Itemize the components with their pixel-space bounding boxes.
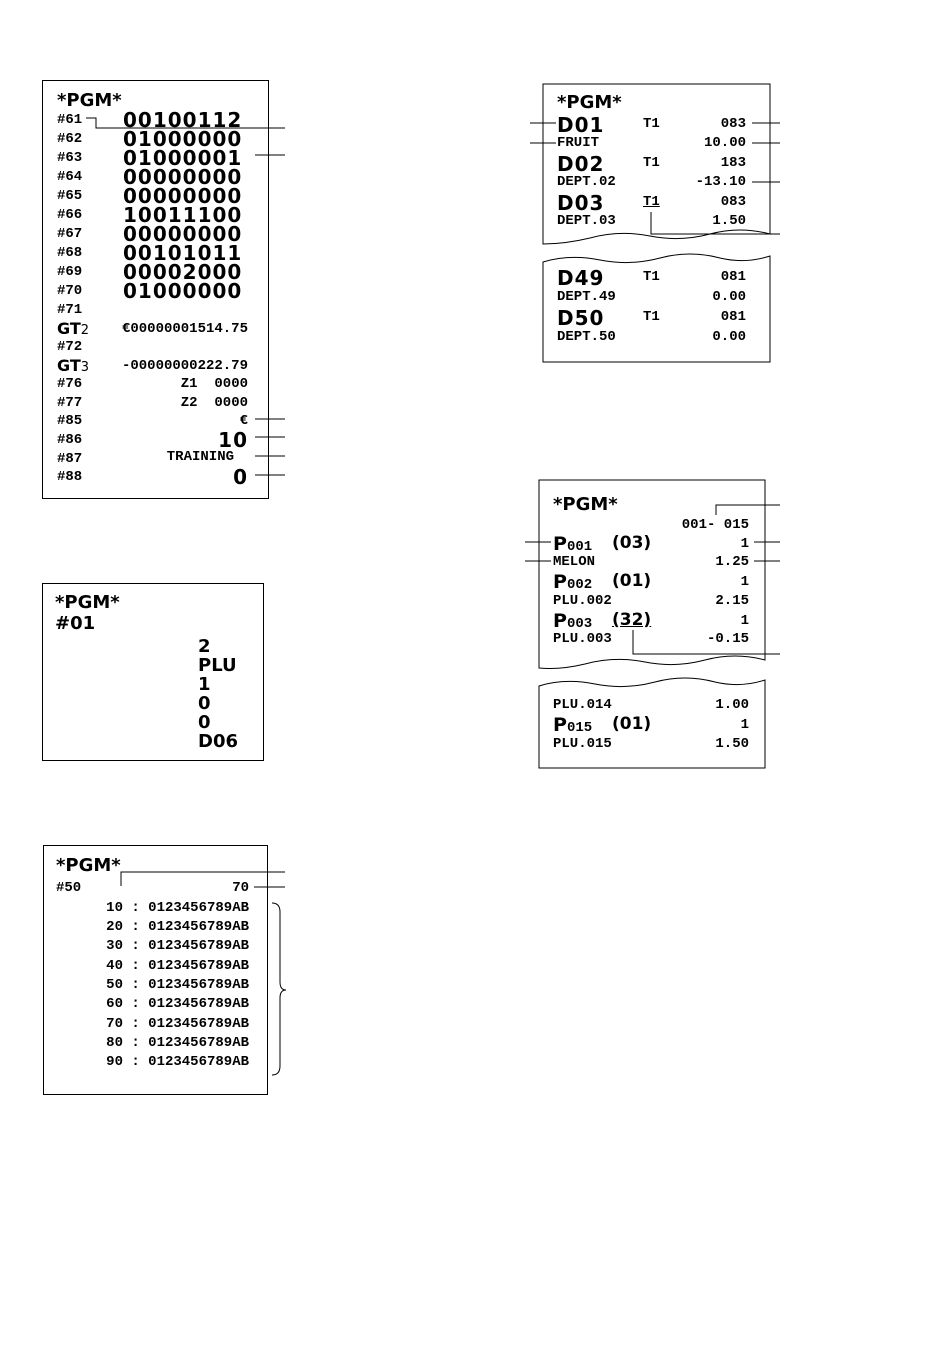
row-value: 01000000 — [123, 127, 243, 151]
r86-value: 10 — [218, 428, 248, 452]
receipt-function-selection — [42, 583, 264, 761]
plu-prefix: P — [553, 714, 567, 736]
row-label: #69 — [57, 264, 83, 280]
plu-price: 2.15 — [715, 593, 749, 609]
plu-code — [553, 571, 592, 593]
plu-price: 1.25 — [715, 554, 749, 570]
plu-name: PLU.015 — [553, 736, 612, 752]
dept-code: D01 — [557, 113, 605, 137]
receipt-plu-top — [539, 480, 765, 670]
function-value: 2 — [198, 636, 211, 657]
plu-qty: 1 — [740, 717, 749, 733]
function-value: PLU — [198, 655, 237, 676]
row-label: #65 — [57, 188, 83, 204]
right-brace — [272, 903, 286, 1075]
dept-price: 1.50 — [712, 213, 746, 229]
char-row: 70 : 0123456789AB — [106, 1016, 249, 1032]
r88-value: 0 — [233, 465, 248, 489]
row-label: #77 — [57, 395, 83, 411]
dept-code: D02 — [557, 152, 605, 176]
row-label: #70 — [57, 283, 83, 299]
function-value: D06 — [198, 731, 238, 752]
char-row: 90 : 0123456789AB — [106, 1054, 249, 1070]
plu-number: 002 — [566, 577, 593, 593]
plu-code — [553, 533, 592, 555]
row-value: 01000001 — [123, 146, 243, 170]
plu-name: MELON — [553, 554, 596, 570]
plu-number: 015 — [566, 720, 593, 736]
dept-value: 083 — [720, 194, 746, 210]
row-value: 00101011 — [123, 241, 243, 265]
row-label: #67 — [57, 226, 83, 242]
plu-number: 001 — [566, 539, 593, 555]
row-label: #68 — [57, 245, 83, 261]
gt2-num: 2 — [80, 323, 90, 338]
program-code: #01 — [55, 613, 96, 634]
char-row: 30 : 0123456789AB — [106, 938, 249, 954]
dept-name: DEPT.49 — [557, 289, 616, 305]
row-label: #71 — [57, 302, 83, 318]
dept-value: 081 — [720, 269, 746, 285]
receipt-header: *PGM* — [56, 855, 121, 876]
dept-name: FRUIT — [557, 135, 600, 151]
currency-symbol: € — [239, 413, 248, 429]
row-value: 00100112 — [123, 108, 243, 132]
dept-tax: T1 — [643, 309, 660, 325]
program-code: #50 — [56, 880, 82, 896]
dept-code: D03 — [557, 191, 605, 215]
gt2-value: €00000001514.75 — [121, 321, 248, 337]
char-row: 80 : 0123456789AB — [106, 1035, 249, 1051]
row-label: #86 — [57, 432, 83, 448]
dept-tax: T1 — [643, 116, 660, 132]
dept-price: 10.00 — [703, 135, 746, 151]
dept-value: 081 — [720, 309, 746, 325]
row-label: #87 — [57, 451, 83, 467]
row-label: #85 — [57, 413, 83, 429]
dept-code: D50 — [557, 306, 605, 330]
row-value: 00000000 — [123, 165, 243, 189]
plu-price: 1.50 — [715, 736, 749, 752]
plu-code — [553, 610, 592, 632]
row-value: 00000000 — [123, 222, 243, 246]
plu-qty: 1 — [740, 574, 749, 590]
dept-price: -13.10 — [695, 174, 746, 190]
receipt-plu-bottom — [539, 682, 765, 768]
plu-name: PLU.003 — [553, 631, 612, 647]
gt3-text: GT — [57, 356, 81, 375]
receipt-header: *PGM* — [55, 592, 120, 613]
dept-value: 083 — [720, 116, 746, 132]
row-label: #61 — [57, 112, 83, 128]
receipt-header: *PGM* — [57, 90, 122, 111]
receipt-header: *PGM* — [553, 494, 618, 515]
char-row: 40 : 0123456789AB — [106, 958, 249, 974]
plu-range: 001- 015 — [681, 517, 749, 533]
receipt-department-bottom — [543, 256, 770, 362]
plu-prefix: P — [553, 610, 567, 632]
dept-price: 0.00 — [712, 289, 746, 305]
row-label: #76 — [57, 376, 83, 392]
dept-value: 183 — [720, 155, 746, 171]
training-value: TRAINING — [166, 449, 234, 465]
plu-name: PLU.014 — [553, 697, 612, 713]
row-value: 00000000 — [123, 184, 243, 208]
gt3-label — [57, 356, 89, 375]
plu-prefix: P — [553, 533, 567, 555]
plu-name: PLU.002 — [553, 593, 612, 609]
row-label: #63 — [57, 150, 83, 166]
dept-name: DEPT.02 — [557, 174, 616, 190]
dept-name: DEPT.50 — [557, 329, 616, 345]
plu-group: (03) — [612, 533, 652, 553]
receipt-character-table — [43, 845, 268, 1095]
plu-qty: 1 — [740, 613, 749, 629]
dept-tax: T1 — [643, 194, 660, 210]
row-label: #64 — [57, 169, 83, 185]
gt2-text: GT — [57, 319, 81, 338]
function-value: 0 — [198, 712, 211, 733]
row-value: 10011100 — [123, 203, 243, 227]
plu-group: (01) — [612, 571, 652, 591]
dept-name: DEPT.03 — [557, 213, 616, 229]
dept-tax: T1 — [643, 155, 660, 171]
receipt-header: *PGM* — [557, 92, 622, 113]
plu-prefix: P — [553, 571, 567, 593]
plu-price: 1.00 — [715, 697, 749, 713]
z2-value: Z2 0000 — [180, 395, 248, 411]
row-label: #62 — [57, 131, 83, 147]
dept-code: D49 — [557, 266, 605, 290]
function-value: 0 — [198, 693, 211, 714]
gt2-label — [57, 319, 89, 338]
z1-value: Z1 0000 — [180, 376, 248, 392]
plu-group: (01) — [612, 714, 652, 734]
plu-group: (32) — [612, 610, 652, 630]
gt3-num: 3 — [80, 360, 90, 375]
receipt-system-settings — [42, 80, 269, 499]
program-code-value: 70 — [232, 880, 249, 896]
char-row: 60 : 0123456789AB — [106, 996, 249, 1012]
row-value: 01000000 — [123, 279, 243, 303]
row-label: #66 — [57, 207, 83, 223]
char-row: 50 : 0123456789AB — [106, 977, 249, 993]
char-row: 10 : 0123456789AB — [106, 900, 249, 916]
plu-number: 003 — [566, 616, 593, 632]
plu-qty: 1 — [740, 536, 749, 552]
row-value: 00002000 — [123, 260, 243, 284]
dept-tax: T1 — [643, 269, 660, 285]
row-label: #88 — [57, 469, 83, 485]
plu-code — [553, 714, 592, 736]
dept-price: 0.00 — [712, 329, 746, 345]
receipt-department-top — [543, 84, 770, 244]
row-label: #72 — [57, 339, 83, 355]
gt3-value: -00000000222.79 — [121, 358, 248, 374]
function-value: 1 — [198, 674, 211, 695]
plu-price: -0.15 — [706, 631, 749, 647]
char-row: 20 : 0123456789AB — [106, 919, 249, 935]
